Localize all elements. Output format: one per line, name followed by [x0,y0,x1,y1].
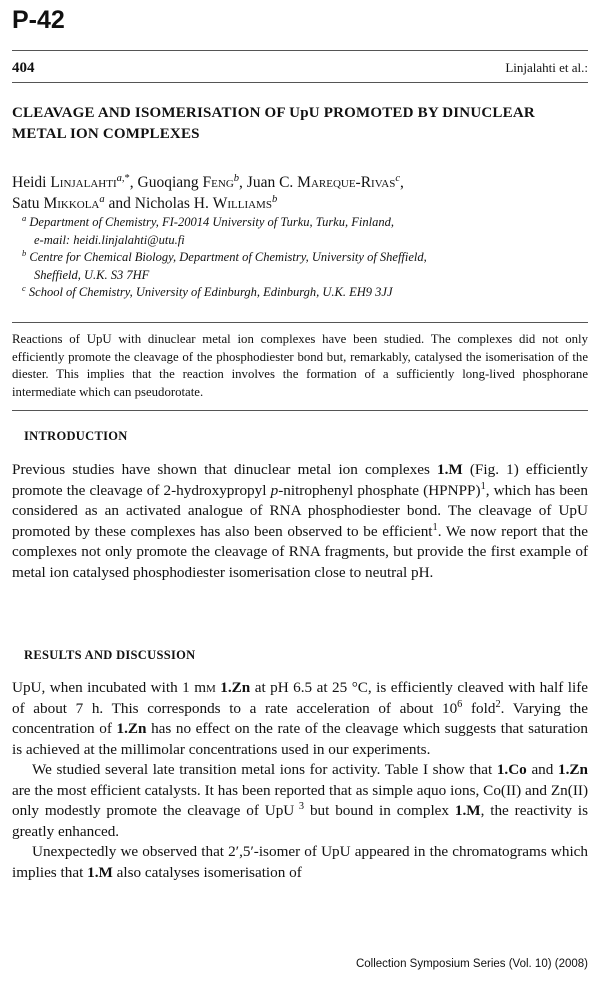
results-heading: RESULTS AND DISCUSSION [24,648,196,662]
author-5: Nicholas H. Williams$^b$ [134,193,278,212]
affiliation-b: $^b$ Centre for Chemical Biology, Department of Chemistry, University of Sheffield, [22,247,427,264]
top-rule [12,50,588,51]
results-paragraph-1: UpU, when incubated with 1 mm 1.Zn at pH 6.5 at 25 °C, is efficiently cleaved with half life of about 7 h. This corresponds to a rate acceleration of about $10^6$ fold$^2$. Varying the concentration of 1.Zn has no effect on the rate of the cleavage which suggests that saturation is achieved at the millimolar concentrations used in our experiments. [12,679,589,758]
affiliation-b-cont: Sheffield, U.K. S3 7HF [34,267,150,282]
author-1: Heidi Linjalahti$^{a,*}$, [12,172,138,191]
affiliation-a: $^a$ Department of Chemistry, FI-20014 University of Turku, Turku, Finland, [22,212,394,229]
page-number: 404 [12,60,35,76]
abstract-bottom-rule [12,410,588,411]
results-paragraph-3: Unexpectedly we observed that 2′,5′-isomer of UpU appeared in the chromatograms which implies that 1.M also catalyses isomerisation of [12,843,588,881]
article-title: CLEAVAGE AND ISOMERISATION OF UpU PROMOTED BY DINUCLEAR METAL ION COMPLEXES [12,105,535,142]
running-head: Linjalahti et al.: [505,60,588,75]
author-4: Satu Mikkola$^a$ and [12,193,135,212]
results-paragraph-2: We studied several late transition metal ions for activity. Table I show that 1.Co and 1.Zn are the most efficient catalysts. It has been reported that as simple aquo ions, Co(II) and Zn(II) only modestly promote the cleavage of UpU $^3$ but bound in complex 1.M, the reactivity is greatly enhanced. [12,761,588,840]
poster-id: P-42 [12,6,65,34]
introduction-paragraph: Previous studies have shown that dinuclear metal ion complexes 1.M (Fig. 1) efficiently promote the cleavage of 2-hydroxypropyl p-nitrophenyl phosphate (HPNPP)$^1$, which has been considered as an activated analogue of RNA phosphodiester bond. The cleavage of UpU promoted by these complexes has also been observed to be efficient$^1$. We now report that the complexes not only promote the cleavage of RNA fragments, but provide the first example of metal ion catalysed phosphodiester isomerisation close to neutral pH. [12,461,589,581]
affiliations [22,214,588,302]
affiliation-a-email: e-mail: heidi.linjalahti@utu.fi [34,232,185,247]
abstract-top-rule [12,322,588,323]
page-header [12,60,588,77]
author-3: Juan C. Mareque-Rivas$^c$, [246,172,404,191]
introduction-heading: INTRODUCTION [24,429,128,443]
author-2: Guoqiang Feng$^b$, [137,172,247,191]
author-list [12,172,588,214]
affiliation-c: $^c$ School of Chemistry, University of Edinburgh, Edinburgh, U.K. EH9 3JJ [22,282,393,299]
abstract: Reactions of UpU with dinuclear metal ion complexes have been studied. The complexes did not only efficiently promote the cleavage of the phosphodiester bond but, remarkably, catalysed the isomerisation of the diester. This implies that the reaction involves the formation of a sufficiently long-lived phosphorane intermediate which can pseudorotate. [12,332,588,399]
introduction-text [12,460,588,583]
footer-citation: Collection Symposium Series (Vol. 10) (2008) [355,958,588,970]
header-rule [12,82,588,83]
results-text [12,678,588,883]
